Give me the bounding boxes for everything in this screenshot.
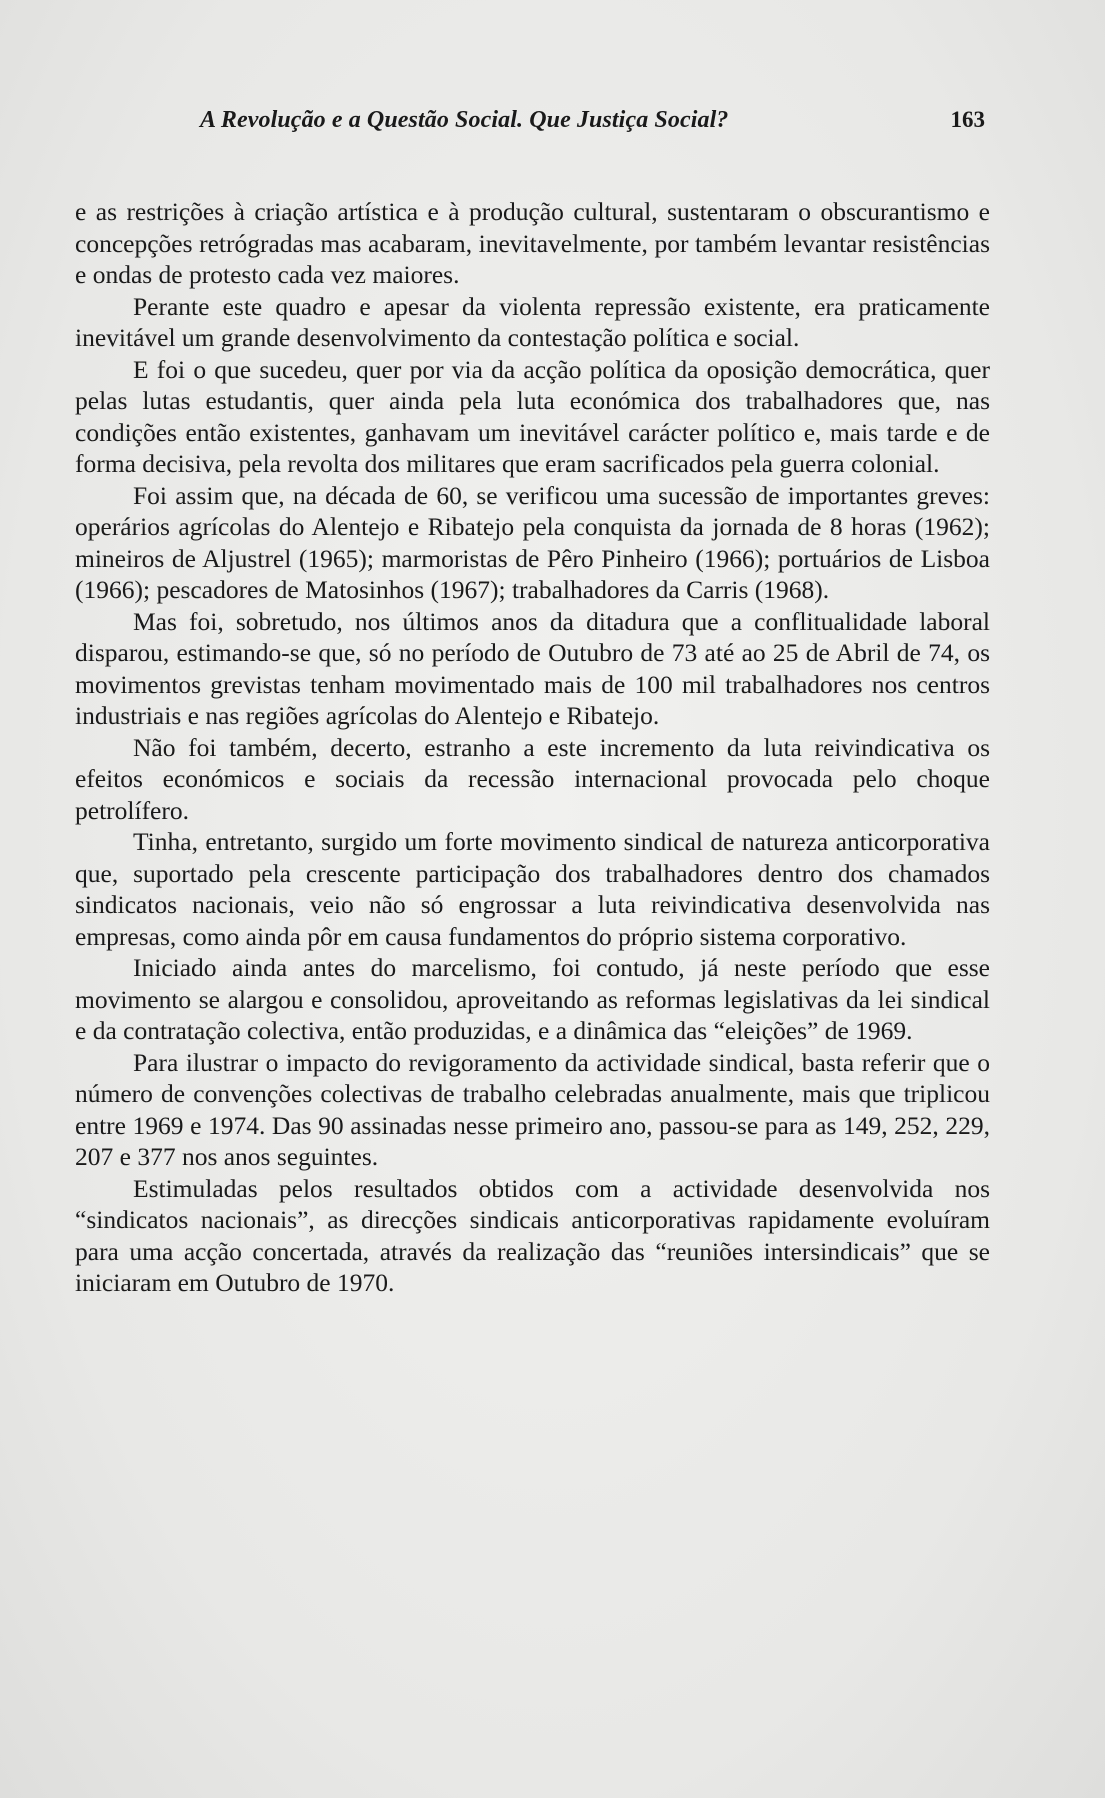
paragraph: E foi o que sucedeu, quer por via da acção política da oposição democrática, quer pelas lutas estudantis, quer ainda pela luta económica dos trabalhadores que, nas condições então existentes, ganhavam um inevitável carácter político e, mais tarde e de forma decisiva, pela revolta dos militares que eram sacrificados pela guerra colonial. — [75, 354, 990, 478]
paragraph: Iniciado ainda antes do marcelismo, foi contudo, já neste período que esse movimento se alargou e consolidou, aproveitando as reformas legislativas da lei sindical e da contratação colectiva, então produzidas, e a dinâmica das “eleições” de 1969. — [75, 953, 990, 1045]
page-number: 163 — [950, 107, 985, 132]
paragraph: Para ilustrar o impacto do revigoramento da actividade sindical, basta referir que o número de convenções colectivas de trabalho celebradas anualmente, mais que triplicou entre 1969 e 1974. Das 90 assinadas nesse primeiro ano, passou-se para as 149, 252, 229, 207 e 377 nos anos seguintes. — [75, 1047, 990, 1171]
body-text — [75, 196, 990, 1299]
paragraph: Tinha, entretanto, surgido um forte movimento sindical de natureza anticorporativa que, suportado pela crescente participação dos trabalhadores dentro dos chamados sindicatos nacionais, veio não só engrossar a luta reivindicativa desenvolvida nas empresas, como ainda pôr em causa fundamentos do próprio sistema corporativo. — [75, 827, 990, 951]
running-head — [200, 100, 985, 140]
paragraph: Não foi também, decerto, estranho a este incremento da luta reivindicativa os efeitos económicos e sociais da recessão internacional provocada pelo choque petrolífero. — [75, 732, 990, 825]
paragraph: Foi assim que, na década de 60, se verificou uma sucessão de importantes greves: operários agrícolas do Alentejo e Ribatejo pela conquista da jornada de 8 horas (1962); mineiros de Aljustrel (1965); marmoristas de Pêro Pinheiro (1966); portuários de Lisboa (1966); pescadores de Matosinhos (1967); trabalhadores da Carris (1968). — [75, 480, 990, 604]
paragraph: Perante este quadro e apesar da violenta repressão existente, era praticamente inevitável um grande desenvolvimento da contestação política e social. — [75, 291, 990, 352]
paragraph: Estimuladas pelos resultados obtidos com a actividade desenvolvida nos “sindicatos nacionais”, as direcções sindicais anticorporativas rapidamente evoluíram para uma acção concertada, através da realização das “reuniões intersindicais” que se iniciaram em Outubro de 1970. — [75, 1173, 990, 1297]
running-title: A Revolução e a Questão Social. Que Justiça Social? — [200, 107, 729, 133]
paragraph: Mas foi, sobretudo, nos últimos anos da ditadura que a conflitualidade laboral disparou, estimando-se que, só no período de Outubro de 73 até ao 25 de Abril de 74, os movimentos grevistas tenham movimentado mais de 100 mil trabalhadores nos centros industriais e nas regiões agrícolas do Alentejo e Ribatejo. — [75, 606, 990, 730]
paragraph-continuation: e as restrições à criação artística e à produção cultural, sustentaram o obscurantismo e concepções retrógradas mas acabaram, inevitavelmente, por também levantar resistências e ondas de protesto cada vez maiores. — [75, 197, 990, 289]
